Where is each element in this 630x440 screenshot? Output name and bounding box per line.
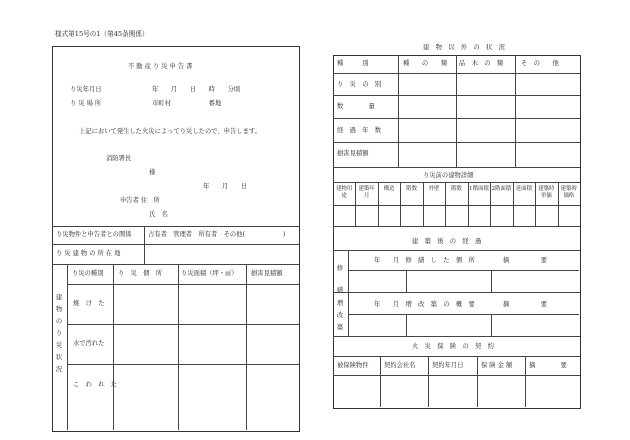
- status-label: 建物のり災状況: [55, 294, 63, 373]
- pre-col-2: 構造: [383, 186, 395, 192]
- left-title: 不 動 産 り 災 申 告 書: [128, 63, 193, 70]
- sama: 様: [149, 169, 156, 176]
- row-burned: 焼 け た: [73, 300, 105, 307]
- ext-text: 年 月 増 改 築 の 概 要: [374, 301, 475, 308]
- insurance-title: 火 災 保 険 の 契 約: [412, 343, 494, 350]
- ins-amount: 保 険 金 額: [481, 362, 513, 369]
- pre-col-0: 建物用途: [336, 186, 353, 199]
- pre-col-7: 2階面積: [491, 186, 512, 192]
- pre-col-1: 建築年月: [358, 186, 375, 199]
- pre-col-3: 階数: [406, 186, 417, 192]
- col-wood: 品 木 の 類: [459, 60, 504, 67]
- row-water: 水で汚れた: [73, 340, 105, 347]
- ymd: 年 月 日: [203, 183, 248, 190]
- row-distinction: り 災 の 別: [337, 81, 382, 88]
- date-label: り災年月日: [70, 86, 102, 93]
- pre-col-10: 建築時価格: [560, 186, 577, 199]
- col-other: そ の 他: [521, 60, 559, 67]
- pre-col-5: 階数: [451, 186, 462, 192]
- row-quantity: 数 量: [337, 103, 375, 110]
- pre-col-8: 延面積: [515, 186, 532, 192]
- row-estimate: 損害見積額: [337, 150, 369, 157]
- place-label: り 災 場 所: [70, 100, 102, 107]
- pre-col-4: 外壁: [428, 186, 440, 192]
- applicant-address: 申告者 住 所: [120, 197, 160, 204]
- col-species: 種 の 類: [403, 60, 448, 67]
- addressee: 消防署長: [106, 155, 132, 162]
- ins-company: 契約会社名: [384, 362, 416, 369]
- location-label: り 災 建 物 の 所 在 地: [56, 250, 121, 257]
- col-place: り 災 個 所: [118, 270, 163, 277]
- post-title: 建 築 後 の 経 過: [412, 238, 482, 245]
- ext-summary: 摘 要: [503, 301, 548, 308]
- ins-date: 契約年月日: [432, 362, 464, 369]
- col-area: り災面積（坪・㎡）: [181, 270, 238, 277]
- repair-summary: 摘 要: [503, 257, 548, 264]
- statement: 上記において発生した火災によってり災したので、申告します。: [79, 128, 261, 135]
- extension-label: 増改築: [336, 300, 344, 331]
- repair-label: 修繕: [336, 265, 344, 294]
- col-amount: 損害見積額: [251, 270, 283, 277]
- ins-object: 被保険物件: [337, 362, 369, 369]
- place-units: 市町村 番地: [152, 100, 222, 107]
- row-years: 経 過 年 数: [337, 127, 382, 134]
- relation-label: り災物件と申告者との関係: [56, 231, 132, 238]
- repair-text: 年 月 修 繕 し た 個 所: [374, 257, 475, 264]
- col-kind: 種 別: [337, 60, 369, 67]
- row-broken: こ わ れ た: [73, 381, 118, 388]
- applicant-name: 氏 名: [149, 211, 168, 218]
- date-units: 年 月 日 時 分頃: [152, 86, 241, 93]
- relation-options: 占有者 管理者 所有者 その他( ): [148, 231, 286, 238]
- ins-summary: 摘 要: [529, 362, 567, 369]
- pre-col-6: 1階面積: [469, 186, 489, 192]
- right-title: 建 物 以 外 の 状 況: [423, 44, 505, 51]
- form-number: 様式第15号の1（第45条関係）: [55, 30, 149, 38]
- col-type: り災の種別: [72, 270, 104, 277]
- pre-title: り災前の建物詳細: [423, 172, 474, 179]
- pre-col-9: 建築時単価: [538, 186, 555, 199]
